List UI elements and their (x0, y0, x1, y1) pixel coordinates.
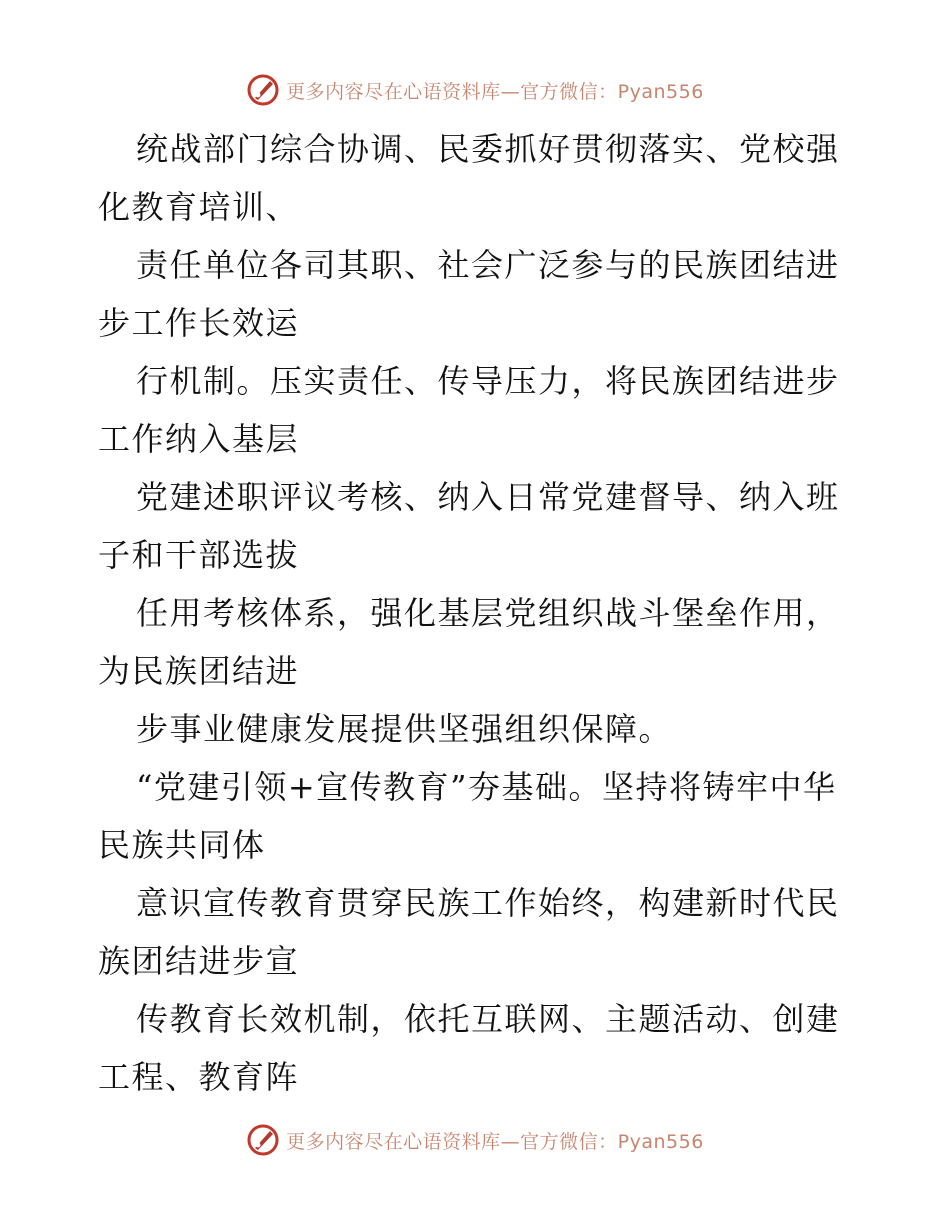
paragraph-7: “党建引领+宣传教育”夯基础。坚持将铸牢中华民族共同体 (98, 768, 837, 864)
paragraph-3: 行机制。压实责任、传导压力，将民族团结进步工作纳入基层 (98, 362, 840, 458)
paragraph-5: 任用考核体系，强化基层党组织战斗堡垒作用，为民族团结进 (98, 594, 840, 690)
paragraph-8: 意识宣传教育贯穿民族工作始终，构建新时代民族团结进步宣 (98, 884, 840, 980)
footer-banner-text: 更多内容尽在心语资料库—官方微信：Pyan556 (286, 1130, 704, 1153)
paragraph-2: 责任单位各司其职、社会广泛参与的民族团结进步工作长效运 (98, 246, 840, 342)
paragraph-4: 党建述职评议考核、纳入日常党建督导、纳入班子和干部选拔 (98, 478, 840, 574)
paragraph-6: 步事业健康发展提供坚强组织保障。 (136, 710, 673, 748)
header-banner-text: 更多内容尽在心语资料库—官方微信：Pyan556 (286, 80, 704, 103)
paragraph-1: 统战部门综合协调、民委抓好贯彻落实、党校强化教育培训、 (98, 130, 840, 226)
header-banner (0, 70, 950, 110)
paragraph-9: 传教育长效机制，依托互联网、主题活动、创建工程、教育阵 (98, 1000, 840, 1096)
quill-seal-icon (246, 73, 280, 107)
footer-banner (0, 1120, 950, 1160)
quill-seal-icon (246, 1123, 280, 1157)
document-body (98, 120, 868, 1106)
